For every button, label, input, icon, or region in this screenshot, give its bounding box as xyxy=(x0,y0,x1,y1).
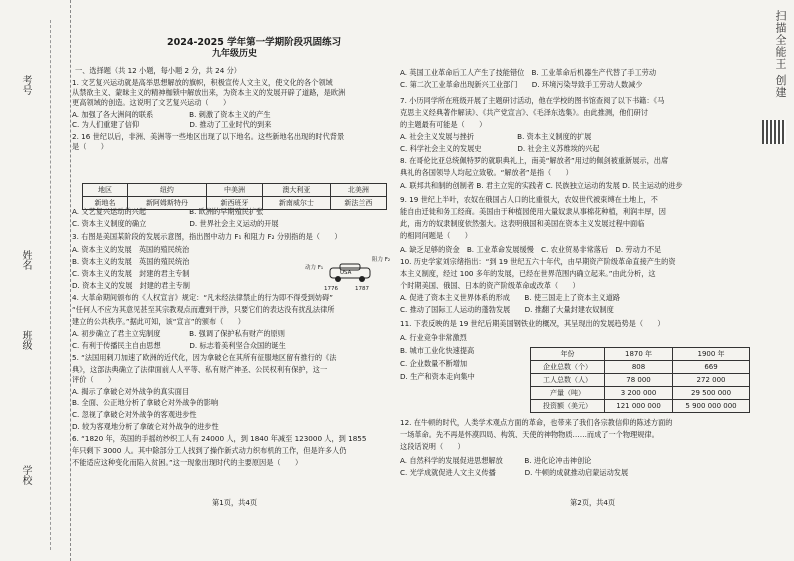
table-cell: 地区 xyxy=(83,184,128,197)
question-line: 9. 19 世纪上半叶，农奴在俄国占人口的比重很大，农奴世代被束缚在土地上，不 xyxy=(400,195,658,204)
qr-code-icon xyxy=(762,120,786,144)
question-line: A. 初步确立了君主立宪制度 B. 强调了保护私有财产的原则 xyxy=(72,329,285,338)
question-line: B. 城市工业化快速提高 xyxy=(400,346,475,355)
question-line: 10. 历史学家刘宗绪指出：“到 19 世纪五六十年代，由早期资产阶级革命直接产生的资 xyxy=(400,257,676,266)
table-cell: 78 000 xyxy=(604,374,672,387)
exam-title: 2024-2025 学年第一学期阶段巩固练习 xyxy=(167,37,342,48)
question-line: 此，南方的奴隶制度依然强大。这表明俄国和美国在资本主义发展过程中面临 xyxy=(400,219,645,228)
question-line: A. 资本主义的发展 英国的殖民统治 xyxy=(72,245,190,254)
table-cell: 669 xyxy=(673,361,750,374)
question-line: A. 加强了各大洲间的联系 B. 刺激了资本主义的产生 xyxy=(72,110,271,119)
exam-subtitle: 九年级历史 xyxy=(212,49,258,59)
margin-label-class: 班级 xyxy=(20,330,31,350)
table-cell: 中美洲 xyxy=(206,184,262,197)
question-line: 评价（ ） xyxy=(72,375,116,384)
question-line: C. 资本主义的发展 封建的君主专制 xyxy=(72,269,190,278)
table-row xyxy=(531,400,750,413)
question-line: A. 行业竞争非常激烈 xyxy=(400,333,467,342)
car-diagram xyxy=(322,262,382,284)
question-line: D. 较为客观地分析了拿破仑对外战争的进步性 xyxy=(72,422,219,431)
question-line: 典礼的各国领导人均起立致敬。“解放者”是指（ ） xyxy=(400,168,573,177)
question-line: A. 自然科学的发展促进思想解放 B. 进化论冲击神创论 xyxy=(400,456,592,465)
question-line: 本主义制度，经过 100 多年的发展，已经在世界范围内确立起来。”由此分析，这 xyxy=(400,269,656,278)
question-line: 个时期美国、俄国、日本的资产阶级革命或改革（ ） xyxy=(400,281,580,290)
question-line: 4. 大革命期间颁布的《人权宣言》规定：“凡未经法律禁止的行为即不得受到妨碍” xyxy=(72,293,333,302)
question-line: 11. 下表反映的是 19 世纪后期美国钢铁业的概况，其呈现出的发展趋势是（ ） xyxy=(400,319,665,328)
question-line: C. 推动了国际工人运动的蓬勃发展 D. 推翻了大量封建农奴制度 xyxy=(400,305,614,314)
seal-line xyxy=(50,20,51,550)
question-line: A. 英国工业革命后工人产生了技能错位 B. 工业革命后机器生产代替了手工劳动 xyxy=(400,68,657,77)
table-cell: 新西班牙 xyxy=(206,197,262,210)
question-line: 是（ ） xyxy=(72,142,108,151)
table-cell: 工人总数（人） xyxy=(531,374,605,387)
year-1776: 1776 xyxy=(324,286,338,292)
question-line: 一、选择题（共 12 小题，每小题 2 分，共 24 分） xyxy=(75,66,241,75)
table-cell: 29 500 000 xyxy=(673,387,750,400)
table-row xyxy=(531,374,750,387)
question-line: A. 文艺复兴运动的兴起 B. 欧洲的早期殖民扩张 xyxy=(72,207,264,216)
table-cell: 企业总数（个） xyxy=(531,361,605,374)
table-cell: 3 200 000 xyxy=(604,387,672,400)
question-line: 2. 16 世纪以后，非洲、美洲等一些地区出现了以下地名。这些新地名出现的时代背景 xyxy=(72,132,345,141)
question-line: C. 光学成就促进人文主义传播 D. 牛顿的成就推动启蒙运动发展 xyxy=(400,468,629,477)
margin-label-name: 姓名 xyxy=(20,250,31,270)
question-line: 克思主义经典著作解读》、《共产党宣言》、《毛泽东选集》。由此推测，他们研讨 xyxy=(400,108,648,117)
table-cell: 新地名 xyxy=(83,197,128,210)
question-line: 年只剩下 3000 人。其中除部分工人找到了操作新式动力织布机的工作，但是许多人仍 xyxy=(72,446,347,455)
table-header-cell: 1900 年 xyxy=(673,348,750,361)
table-header-cell: 1870 年 xyxy=(604,348,672,361)
table-cell: 808 xyxy=(604,361,672,374)
steel-industry-table xyxy=(530,347,750,413)
table-cell: 新阿姆斯特丹 xyxy=(128,197,207,210)
table-cell: 纽约 xyxy=(128,184,207,197)
table-cell: 5 900 000 000 xyxy=(673,400,750,413)
table-row xyxy=(531,387,750,400)
table-cell: 新法兰西 xyxy=(330,197,386,210)
question-line: 更高领域的创造。这说明了文艺复兴运动（ ） xyxy=(72,98,231,107)
table-cell: 澳大利亚 xyxy=(263,184,331,197)
binding-margin xyxy=(0,0,71,561)
question-line: C. 忽视了拿破仑对外战争的客观进步性 xyxy=(72,410,197,419)
question-line: B. 全面、公正地分析了拿破仑对外战争的影响 xyxy=(72,398,219,407)
question-line: C. 有利于传播民主自由思想 D. 标志着美利坚合众国的诞生 xyxy=(72,341,286,350)
question-line: 的主题最有可能是（ ） xyxy=(400,120,487,129)
question-line: 能自由迁徙和务工经商。美国由于种植园使用大量奴隶从事棉花种植，利润丰厚，因 xyxy=(400,207,666,216)
table-cell: 新南威尔士 xyxy=(263,197,331,210)
usa-label: USA xyxy=(340,270,352,276)
question-line: D. 资本主义的发展 封建的君主专制 xyxy=(72,281,190,290)
question-line: C. 为人们重建了信仰 D. 推动了工业时代的到来 xyxy=(72,120,272,129)
table-cell: 121 000 000 xyxy=(604,400,672,413)
question-line: 的相同问题是（ ） xyxy=(400,231,472,240)
table-header-cell: 年份 xyxy=(531,348,605,361)
question-line: B. 资本主义的发展 英国的殖民统治 xyxy=(72,257,190,266)
page-number-right: 第2页，共4页 xyxy=(570,498,616,507)
question-line: 5. “法国用刺刀加速了欧洲的近代化，因为拿破仑在其所有征服地区留有推行的《法 xyxy=(72,353,337,362)
table-cell: 产量（吨） xyxy=(531,387,605,400)
question-line: 3. 右图是美国某阶段的发展示意图，指出图中动力 F₁ 和阻力 F₂ 分别指的是（ ） xyxy=(72,232,342,241)
question-line: C. 科学社会主义的发展史 D. 社会主义苏维埃的兴起 xyxy=(400,144,600,153)
question-line: A. 社会主义发展与挫折 B. 资本主义制度的扩展 xyxy=(400,132,592,141)
margin-label-exam-no: 考号 xyxy=(20,75,31,95)
question-line: C. 第二次工业革命出现新兴工业部门 D. 环境污染导致手工劳动人数减少 xyxy=(400,80,643,89)
question-line: A. 联邦共和制的创制者 B. 君主立宪的实践者 C. 民族独立运动的发展 D. 民主运动的进步 xyxy=(400,181,683,190)
question-line: 这段话说明（ ） xyxy=(400,442,465,451)
question-line: 6. “1820 年，英国的手摇纺纱织工人有 24000 人，到 1840 年减至 123000 人，到 1855 xyxy=(72,434,367,443)
question-line: 典》，这部法典确立了法律面前人人平等、私有财产神圣、公民权利有保护，这一 xyxy=(72,365,328,374)
question-line: C. 企业数量不断增加 xyxy=(400,359,468,368)
question-line: A. 缺乏足够的资金 B. 工业革命发展缓慢 C. 农业贸易非常落后 D. 劳动力不足 xyxy=(400,245,662,254)
question-line: A. 促进了资本主义世界体系的形成 B. 使三国走上了资本主义道路 xyxy=(400,293,621,302)
scanner-watermark: 扫描全能王 创建 xyxy=(774,10,787,99)
question-line: 1. 文艺复兴运动就是高举思想解放的旗帜，积极宣传人文主义，使文化的各个领域 xyxy=(72,78,333,87)
question-line: 不能适应这种变化而陷入贫困。”这一现象出现时代的主要原因是（ ） xyxy=(72,458,303,467)
place-name-table xyxy=(82,183,387,210)
page-number-left: 第1页，共4页 xyxy=(212,498,258,507)
margin-label-school: 学校 xyxy=(20,465,31,485)
question-line: 一场革命。先不再是怀漠四局、构筑、天使的神物物质……而成了一个物理规律。 xyxy=(400,430,659,439)
question-line: 从禁欲主义、蒙昧主义的精神枷锁中解放出来，为资本主义的发展开辟了道路，是欧洲 xyxy=(72,88,346,97)
question-line: C. 资本主义制度的确立 D. 世界社会主义运动的开展 xyxy=(72,219,279,228)
question-line: 建立的公共秩序。”据此可知，该“宣言”的颁布（ ） xyxy=(72,317,245,326)
table-cell: 272 000 xyxy=(673,374,750,387)
question-line: “任何人不应为其意见甚至其宗教观点而遭到干涉，只要它们的表达没有扰乱法律所 xyxy=(72,305,335,314)
table-row xyxy=(531,361,750,374)
table-cell: 投资额（美元） xyxy=(531,400,605,413)
force-f1-label: 动力 F₁ xyxy=(305,265,324,271)
table-cell: 北美洲 xyxy=(330,184,386,197)
question-line: 7. 小历同学所在班级开展了主题研讨活动，他在学校的图书馆查阅了以下书籍：《马 xyxy=(400,96,665,105)
force-f2-label: 阻力 F₂ xyxy=(372,257,391,263)
question-line: 8. 在哥伦比亚总统佩特罗的就职典礼上，南美“解放者”用过的佩剑被重新展示，出席 xyxy=(400,156,669,165)
year-1787: 1787 xyxy=(355,286,369,292)
question-line: 12. 在牛顿的时代，人类学术观点方面的革命，也带来了我们各宗教信仰的陈述方面的 xyxy=(400,418,673,427)
question-line: D. 生产和资本走向集中 xyxy=(400,372,475,381)
question-line: A. 揭示了拿破仑对外战争的真实面目 xyxy=(72,387,190,396)
